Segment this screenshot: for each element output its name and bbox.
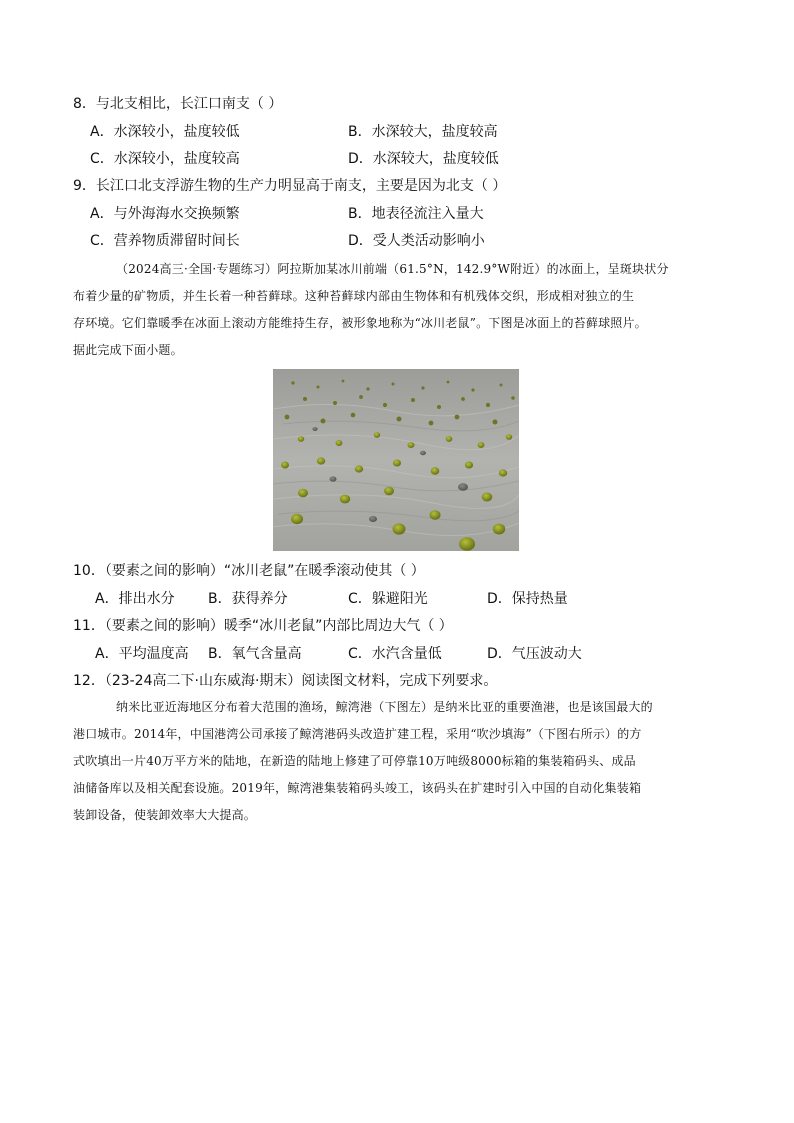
passage-2-line-5: 装卸设备，使装卸效率大大提高。: [73, 808, 257, 822]
question-9-option-c: C．营养物质滞留时间长: [90, 233, 240, 249]
question-11-option-d: D．气压波动大: [487, 646, 582, 662]
question-8-option-d: D．水深较大，盐度较低: [348, 151, 499, 167]
passage-2-line-4: 油储备库以及相关配套设施。2019年，鲸湾港集装箱码头竣工，该码头在扩建时引入中国的自动化集装箱: [73, 781, 642, 795]
passage-2-line-2: 港口城市。2014年，中国港湾公司承接了鲸湾港码头改造扩建工程，采用“吹沙填海”（下图右所示）的方: [73, 727, 642, 741]
passage-1-line-3: 存环境。它们靠暖季在冰面上滚动方能维持生存，被形象地称为“冰川老鼠”。下图是冰面上的苔藓球照片。: [73, 316, 647, 330]
passage-1-line-2: 布着少量的矿物质，并生长着一种苔藓球。这种苔藓球内部由生物体和有机残体交织，形成相对独立的生: [73, 289, 635, 303]
question-11-option-a: A．平均温度高: [95, 646, 189, 662]
question-10-option-d: D．保持热量: [487, 591, 568, 607]
passage-2-line-1: 纳米比亚近海地区分布着大范围的渔场，鲸湾港（下图左）是纳米比亚的重要渔港，也是该国最大的: [116, 700, 653, 714]
moss-ball-photo: [273, 369, 519, 551]
passage-2-line-3: 式吹填出一片40万平方米的陆地，在新造的陆地上修建了可停靠10万吨级8000标箱的集装箱码头、成品: [73, 754, 636, 768]
question-8-option-b: B．水深较大，盐度较高: [348, 124, 498, 140]
question-10-stem: 10．（要素之间的影响）“冰川老鼠”在暖季滚动使其（ ）: [73, 563, 425, 579]
question-9-option-b: B．地表径流注入量大: [348, 206, 484, 222]
question-9-option-a: A．与外海海水交换频繁: [90, 206, 240, 222]
question-8-option-c: C．水深较小，盐度较高: [90, 151, 240, 167]
question-8-option-a: A．水深较小，盐度较低: [90, 124, 240, 140]
question-10-option-a: A．排出水分: [95, 591, 175, 607]
question-8-stem: 8．与北支相比，长江口南支（ ）: [73, 96, 283, 112]
question-11-stem: 11．（要素之间的影响）暖季“冰川老鼠”内部比周边大气（ ）: [73, 618, 453, 634]
question-11-option-b: B．氧气含量高: [208, 646, 302, 662]
question-10-option-c: C．躲避阳光: [348, 591, 428, 607]
question-9-stem: 9．长江口北支浮游生物的生产力明显高于南支，主要是因为北支（ ）: [73, 178, 507, 194]
passage-1-line-4: 据此完成下面小题。: [73, 343, 183, 357]
question-11-option-c: C．水汽含量低: [348, 646, 442, 662]
passage-1-line-1: （2024高三·全国·专题练习）阿拉斯加某冰川前端（61.5°N，142.9°W附近）的冰面上，呈斑块状分: [116, 262, 669, 276]
question-10-option-b: B．获得养分: [208, 591, 288, 607]
question-12-stem: 12．（23-24高二下·山东威海·期末）阅读图文材料，完成下列要求。: [73, 673, 498, 689]
question-9-option-d: D．受人类活动影响小: [348, 233, 485, 249]
